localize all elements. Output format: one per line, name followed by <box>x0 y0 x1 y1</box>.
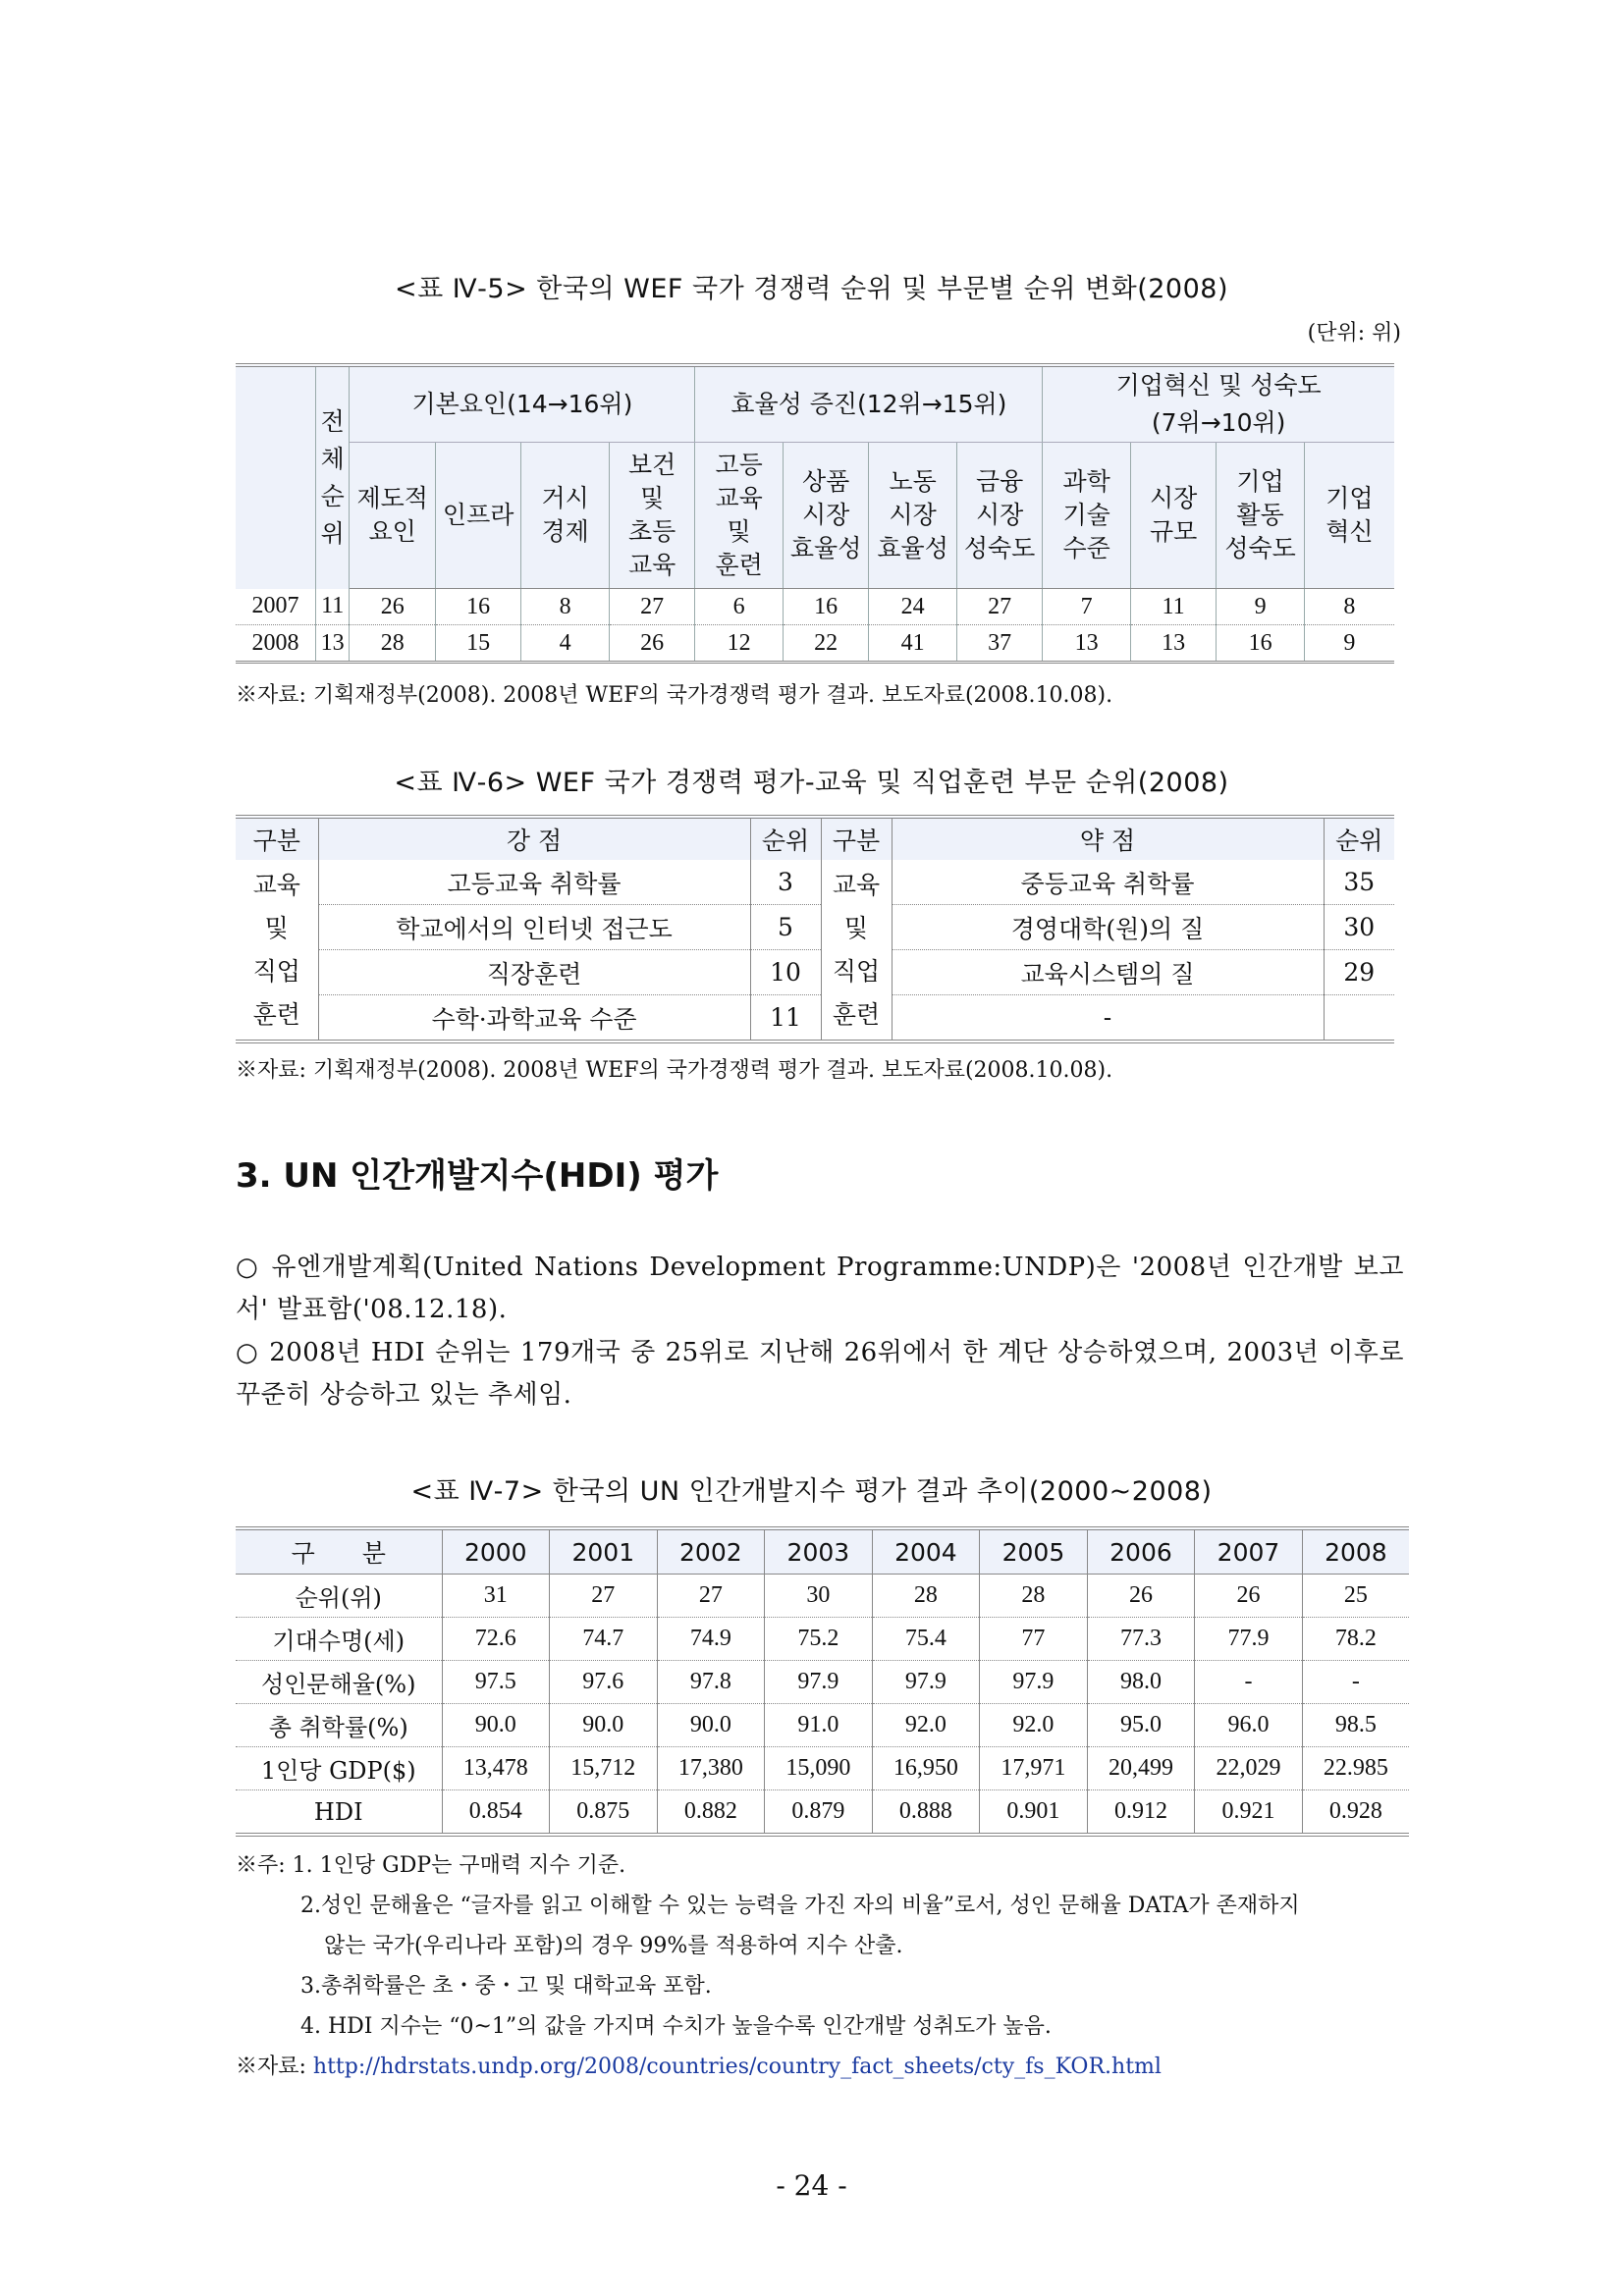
table7-cell: 22,029 <box>1195 1747 1303 1790</box>
table5-cell: 13 <box>1130 625 1216 663</box>
table5-column-header: 금융 시장 성숙도 <box>956 443 1042 589</box>
table7-year-header: 2001 <box>550 1528 658 1575</box>
source-link[interactable]: http://hdrstats.undp.org/2008/countries/country_fact_sheets/cty_fs_KOR.html <box>312 2055 1162 2079</box>
table7-cell: 27 <box>657 1575 765 1618</box>
table5-year: 2007 <box>236 589 315 625</box>
table7-year-header: 2003 <box>765 1528 873 1575</box>
table5-overall-rank: 11 <box>315 589 350 625</box>
table5-cell: 13 <box>1043 625 1131 663</box>
table5-column-header: 제도적 요인 <box>350 443 435 589</box>
strength-rank: 3 <box>750 860 821 905</box>
table5-source: ※자료: 기획재정부(2008). 2008년 WEF의 국가경쟁력 평가 결과. 보도자료(2008.10.08). <box>236 683 1113 708</box>
table7-cell: 91.0 <box>765 1704 873 1747</box>
table5-group-efficiency: 효율성 증진(12위→15위) <box>695 365 1043 443</box>
table7-year-header: 2007 <box>1195 1528 1303 1575</box>
table5-column-header: 보건 및 초등 교육 <box>609 443 694 589</box>
table-row <box>236 1661 1409 1704</box>
table6-header-rank2: 순위 <box>1324 817 1394 860</box>
table5-column-header: 고등 교육 및 훈련 <box>695 443 784 589</box>
weakness-item: 교육시스템의 질 <box>892 950 1324 995</box>
table7-cell: 90.0 <box>657 1704 765 1747</box>
table7-cell: 77.3 <box>1087 1618 1195 1661</box>
table7-cell: 15,090 <box>765 1747 873 1790</box>
table7-cell: 77.9 <box>1195 1618 1303 1661</box>
table5-overall-rank: 13 <box>315 625 350 663</box>
strength-item: 학교에서의 인터넷 접근도 <box>318 905 750 950</box>
table7-cell: 15,712 <box>550 1747 658 1790</box>
table7-cell: 97.8 <box>657 1661 765 1704</box>
table7-cell: 92.0 <box>980 1704 1088 1747</box>
table5-cell: 4 <box>521 625 610 663</box>
weakness-rank: 35 <box>1324 860 1394 905</box>
table5-column-header: 노동 시장 효율성 <box>869 443 957 589</box>
table7-cell: 17,380 <box>657 1747 765 1790</box>
table5-column-header: 거시 경제 <box>521 443 610 589</box>
table7-note-2b: 않는 국가(우리나라 포함)의 경우 99%를 적용하여 지수 산출. <box>324 1934 903 1958</box>
page-number: - 24 - <box>776 2169 847 2202</box>
table7-source: ※자료: http://hdrstats.undp.org/2008/countries/country_fact_sheets/cty_fs_KOR.html <box>236 2055 1162 2079</box>
table7-cell: 97.6 <box>550 1661 658 1704</box>
table5-cell: 37 <box>956 625 1042 663</box>
table6-category-label-2: 교육 및 직업 훈련 <box>821 860 892 1041</box>
weakness-rank: 29 <box>1324 950 1394 995</box>
table7-cell: 16,950 <box>872 1747 980 1790</box>
table7-note-1: ※주: 1. 1인당 GDP는 구매력 지수 기준. <box>236 1853 626 1878</box>
weakness-item: 중등교육 취학률 <box>892 860 1324 905</box>
table6-caption: <표 Ⅳ-6> WEF 국가 경쟁력 평가-교육 및 직업훈련 부문 순위(2008) <box>394 768 1229 798</box>
table5-cell: 6 <box>695 589 784 625</box>
strength-item: 고등교육 취학률 <box>318 860 750 905</box>
table5-cell: 26 <box>350 589 435 625</box>
table-row <box>236 1704 1409 1747</box>
table7-row-label: 순위(위) <box>236 1575 442 1618</box>
strength-rank: 10 <box>750 950 821 995</box>
paragraph-undp: ○ 유엔개발계획(United Nations Development Programme:UNDP)은 '2008년 인간개발 보고서' 발표함('08.12.18). <box>236 1253 1404 1324</box>
table7-cell: 74.7 <box>550 1618 658 1661</box>
section-title: 3. UN 인간개발지수(HDI) 평가 <box>236 1156 719 1196</box>
table5-cell: 12 <box>695 625 784 663</box>
table6-header-strength: 강 점 <box>318 817 750 860</box>
table5-cell: 7 <box>1043 589 1131 625</box>
table7-year-header: 2005 <box>980 1528 1088 1575</box>
table7-cell: 0.875 <box>550 1790 658 1836</box>
table5-cell: 26 <box>609 625 694 663</box>
table7-cell: 90.0 <box>442 1704 550 1747</box>
table7-cell: 0.901 <box>980 1790 1088 1836</box>
table5-year: 2008 <box>236 625 315 663</box>
table6-category-label: 교육 및 직업 훈련 <box>236 860 318 1041</box>
weakness-item: 경영대학(원)의 질 <box>892 905 1324 950</box>
table7-cell: 97.5 <box>442 1661 550 1704</box>
table-row <box>236 1747 1409 1790</box>
table5-cell: 27 <box>956 589 1042 625</box>
table7-year-header: 2000 <box>442 1528 550 1575</box>
table7-cell: 30 <box>765 1575 873 1618</box>
table5-cell: 27 <box>609 589 694 625</box>
table7-cell: 0.879 <box>765 1790 873 1836</box>
table7-cell: 17,971 <box>980 1747 1088 1790</box>
strength-rank: 11 <box>750 995 821 1042</box>
table5-cell: 11 <box>1130 589 1216 625</box>
table-row <box>236 1575 1409 1618</box>
weakness-rank <box>1324 995 1394 1042</box>
table7-cell: 22.985 <box>1302 1747 1409 1790</box>
table7-header-label: 구 분 <box>236 1528 442 1575</box>
table-row <box>236 1790 1409 1836</box>
table5-group-basic: 기본요인(14→16위) <box>350 365 695 443</box>
table5-column-header: 과학 기술 수준 <box>1043 443 1131 589</box>
table7-cell: 20,499 <box>1087 1747 1195 1790</box>
table7-cell: 74.9 <box>657 1618 765 1661</box>
table6-header-category2: 구분 <box>821 817 892 860</box>
table5-cell: 16 <box>783 589 868 625</box>
table7-cell: 31 <box>442 1575 550 1618</box>
table7-cell: 78.2 <box>1302 1618 1409 1661</box>
table5-cell: 9 <box>1217 589 1305 625</box>
table5-cell: 8 <box>521 589 610 625</box>
strength-item: 수학·과학교육 수준 <box>318 995 750 1042</box>
table5-cell: 8 <box>1304 589 1394 625</box>
table7-row-label: HDI <box>236 1790 442 1836</box>
table7-year-header: 2004 <box>872 1528 980 1575</box>
weakness-item: - <box>892 995 1324 1042</box>
table7-year-header: 2008 <box>1302 1528 1409 1575</box>
table5-group-innovation: 기업혁신 및 성숙도 (7위→10위) <box>1043 365 1394 443</box>
table7-cell: 77 <box>980 1618 1088 1661</box>
table7-caption: <표 Ⅳ-7> 한국의 UN 인간개발지수 평가 결과 추이(2000~2008) <box>410 1476 1213 1507</box>
table5-cell: 24 <box>869 589 957 625</box>
weakness-rank: 30 <box>1324 905 1394 950</box>
table5-cell: 9 <box>1304 625 1394 663</box>
table7-cell: 97.9 <box>765 1661 873 1704</box>
table7-cell: 0.921 <box>1195 1790 1303 1836</box>
table5-corner-cell <box>236 365 315 589</box>
table7-cell: 90.0 <box>550 1704 658 1747</box>
hdi-trend-table <box>236 1526 1409 1837</box>
table7-cell: 98.0 <box>1087 1661 1195 1704</box>
table7-cell: 92.0 <box>872 1704 980 1747</box>
table5-column-header: 인프라 <box>435 443 520 589</box>
table5-cell: 41 <box>869 625 957 663</box>
table7-cell: - <box>1195 1661 1303 1704</box>
table7-note-4: 4. HDI 지수는 “0~1”의 값을 가지며 수치가 높을수록 인간개발 성취도가 높음. <box>300 2014 1052 2039</box>
table5-cell: 16 <box>435 589 520 625</box>
table7-cell: 97.9 <box>980 1661 1088 1704</box>
table7-cell: 28 <box>872 1575 980 1618</box>
table7-cell: 26 <box>1087 1575 1195 1618</box>
table7-row-label: 1인당 GDP($) <box>236 1747 442 1790</box>
table-row <box>236 1618 1409 1661</box>
table7-cell: 96.0 <box>1195 1704 1303 1747</box>
table5-cell: 28 <box>350 625 435 663</box>
table5-cell: 16 <box>1217 625 1305 663</box>
table5-column-header: 상품 시장 효율성 <box>783 443 868 589</box>
table7-cell: 0.882 <box>657 1790 765 1836</box>
table5-column-header: 시장 규모 <box>1130 443 1216 589</box>
table5-unit: (단위: 위) <box>1307 321 1401 346</box>
table5-overall-header: 전 체 순 위 <box>315 365 350 589</box>
table7-year-header: 2006 <box>1087 1528 1195 1575</box>
table7-cell: 95.0 <box>1087 1704 1195 1747</box>
table7-cell: 0.888 <box>872 1790 980 1836</box>
wef-ranking-table <box>236 363 1394 664</box>
table7-note-2a: 2.성인 문해율은 “글자를 읽고 이해할 수 있는 능력을 가진 자의 비율”로서, 성인 문해율 DATA가 존재하지 <box>300 1894 1300 1918</box>
table5-column-header: 기업 활동 성숙도 <box>1217 443 1305 589</box>
table7-cell: 75.4 <box>872 1618 980 1661</box>
table5-cell: 15 <box>435 625 520 663</box>
table7-cell: 13,478 <box>442 1747 550 1790</box>
table7-cell: 26 <box>1195 1575 1303 1618</box>
table6-source: ※자료: 기획재정부(2008). 2008년 WEF의 국가경쟁력 평가 결과. 보도자료(2008.10.08). <box>236 1058 1113 1083</box>
strength-rank: 5 <box>750 905 821 950</box>
table7-row-label: 총 취학률(%) <box>236 1704 442 1747</box>
table7-row-label: 성인문해율(%) <box>236 1661 442 1704</box>
table7-cell: - <box>1302 1661 1409 1704</box>
paragraph-hdi-rank: ○ 2008년 HDI 순위는 179개국 중 25위로 지난해 26위에서 한 계단 상승하였으며, 2003년 이후로 꾸준히 상승하고 있는 추세임. <box>236 1338 1404 1410</box>
table7-cell: 75.2 <box>765 1618 873 1661</box>
table7-cell: 28 <box>980 1575 1088 1618</box>
table7-year-header: 2002 <box>657 1528 765 1575</box>
table7-cell: 97.9 <box>872 1661 980 1704</box>
table7-cell: 27 <box>550 1575 658 1618</box>
table6-header-category: 구분 <box>236 817 318 860</box>
table6-header-rank: 순위 <box>750 817 821 860</box>
table5-column-header: 기업 혁신 <box>1304 443 1394 589</box>
wef-education-table <box>236 815 1394 1043</box>
table7-cell: 72.6 <box>442 1618 550 1661</box>
table7-cell: 98.5 <box>1302 1704 1409 1747</box>
table5-cell: 22 <box>783 625 868 663</box>
table5-caption: <표 Ⅳ-5> 한국의 WEF 국가 경쟁력 순위 및 부문별 순위 변화(2008) <box>394 274 1229 304</box>
table7-row-label: 기대수명(세) <box>236 1618 442 1661</box>
table7-cell: 0.912 <box>1087 1790 1195 1836</box>
strength-item: 직장훈련 <box>318 950 750 995</box>
table7-cell: 0.928 <box>1302 1790 1409 1836</box>
table7-cell: 25 <box>1302 1575 1409 1618</box>
table7-note-3: 3.총취학률은 초・중・고 및 대학교육 포함. <box>300 1974 712 1999</box>
table6-header-weakness: 약 점 <box>892 817 1324 860</box>
table7-cell: 0.854 <box>442 1790 550 1836</box>
